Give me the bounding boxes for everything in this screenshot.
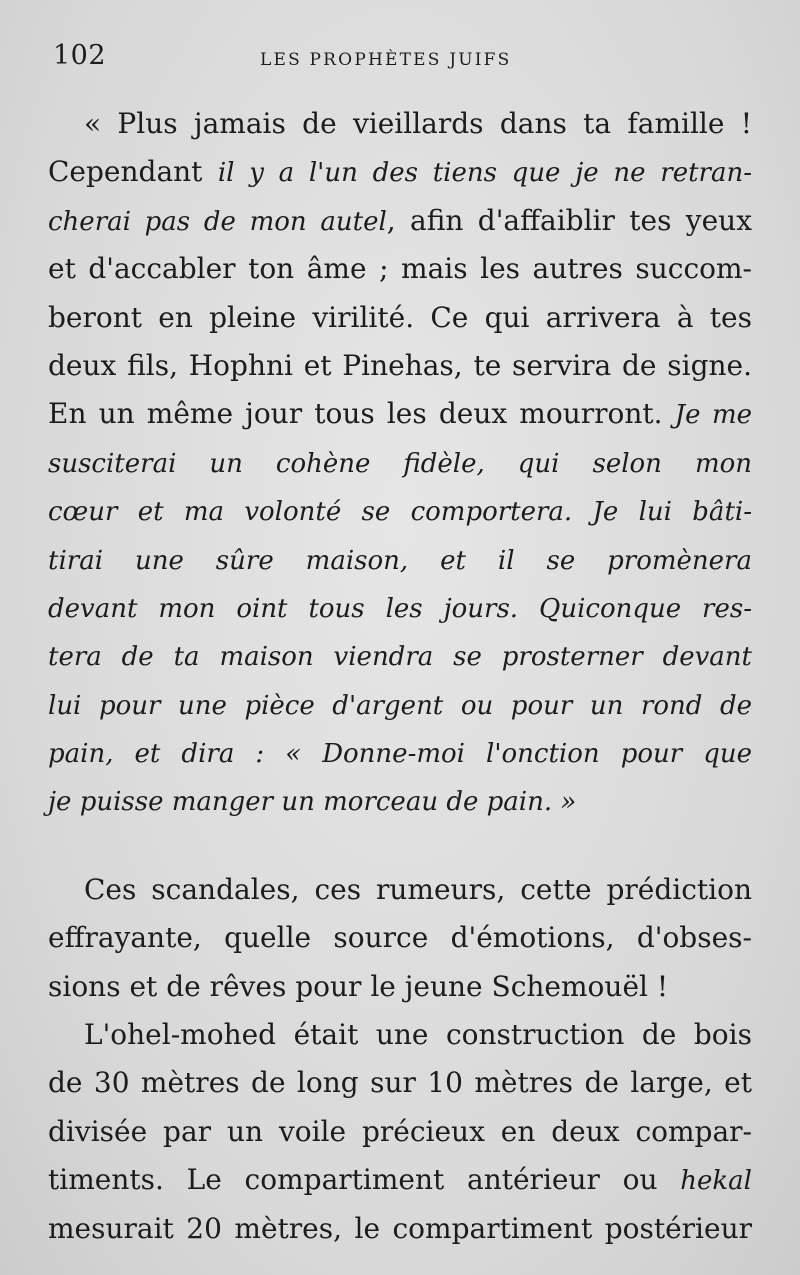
text-run: timents. Le compartiment antérieur ou bbox=[48, 1163, 681, 1197]
text-run: de 30 mètres de long sur 10 mètres de large, et bbox=[48, 1066, 752, 1100]
text-line: effrayante, quelle source d'émotions, d'obses- bbox=[48, 921, 752, 955]
text-line bbox=[48, 342, 752, 390]
text-line bbox=[48, 197, 752, 245]
italic-text: hekal bbox=[680, 1166, 752, 1197]
paragraph-scandals bbox=[48, 866, 752, 1011]
text-line bbox=[48, 1108, 752, 1156]
text-line bbox=[48, 390, 752, 438]
text-line bbox=[48, 294, 752, 342]
italic-text: pain, et dira : « Donne-moi l'onction pour que bbox=[48, 739, 752, 770]
paragraph-ohel-mohed bbox=[48, 1011, 752, 1253]
paragraph-gap bbox=[48, 826, 752, 866]
text-line bbox=[48, 487, 752, 535]
page-number: 102 bbox=[53, 40, 107, 71]
text-line bbox=[48, 681, 752, 729]
text-line bbox=[48, 148, 752, 196]
italic-text: cherai pas de mon autel bbox=[48, 206, 387, 237]
text-line bbox=[48, 1205, 752, 1253]
text-run: deux fils, Hophni et Pinehas, te servira de signe. bbox=[48, 348, 752, 382]
text-line bbox=[48, 439, 752, 487]
text-line bbox=[48, 729, 752, 777]
paragraph-prophecy-quote bbox=[48, 100, 752, 826]
italic-text: devant mon oint tous les jours. Quiconque res- bbox=[48, 593, 752, 624]
text-line bbox=[48, 245, 752, 293]
text-line bbox=[48, 632, 752, 680]
running-title: LES PROPHÈTES JUIFS bbox=[260, 50, 512, 70]
text-line: Ces scandales, ces rumeurs, cette prédiction bbox=[84, 872, 752, 906]
text-run: beront en pleine virilité. Ce qui arrivera à tes bbox=[48, 300, 752, 334]
page-body bbox=[48, 100, 752, 1253]
text-line: sions et de rêves pour le jeune Schemouël ! bbox=[48, 969, 669, 1003]
text-line bbox=[48, 1059, 752, 1107]
text-line bbox=[48, 777, 752, 825]
text-run: , afin d'affaiblir tes yeux bbox=[386, 203, 752, 237]
text-line bbox=[48, 1156, 752, 1204]
italic-text: tirai une sûre maison, et il se promènera bbox=[48, 545, 752, 576]
text-line bbox=[48, 100, 752, 148]
italic-text: il y a l'un des tiens que je ne retran- bbox=[217, 158, 752, 189]
text-run: En un même jour tous les deux mourront. bbox=[48, 397, 675, 431]
text-run: et d'accabler ton âme ; mais les autres succom- bbox=[48, 252, 752, 286]
text-run: « Plus jamais de vieillards dans ta famille ! bbox=[84, 107, 752, 140]
italic-text: susciterai un cohène fidèle, qui selon mon bbox=[48, 448, 752, 479]
text-line bbox=[48, 1011, 752, 1059]
italic-text: je puisse manger un morceau de pain. » bbox=[48, 787, 577, 818]
text-run: divisée par un voile précieux en deux compar- bbox=[48, 1114, 752, 1148]
text-run: L'ohel-mohed était une construction de bois bbox=[84, 1018, 752, 1052]
text-run: mesurait 20 mètres, le compartiment postérieur bbox=[48, 1211, 752, 1245]
text-run: Cependant bbox=[48, 155, 218, 189]
text-line bbox=[48, 536, 752, 584]
page-header bbox=[50, 40, 750, 80]
italic-text: tera de ta maison viendra se prosterner devant bbox=[48, 642, 752, 673]
italic-text: Je me bbox=[674, 400, 752, 431]
italic-text: lui pour une pièce d'argent ou pour un rond de bbox=[48, 690, 752, 721]
italic-text: cœur et ma volonté se comportera. Je lui bâti- bbox=[48, 497, 752, 528]
text-line bbox=[48, 584, 752, 632]
